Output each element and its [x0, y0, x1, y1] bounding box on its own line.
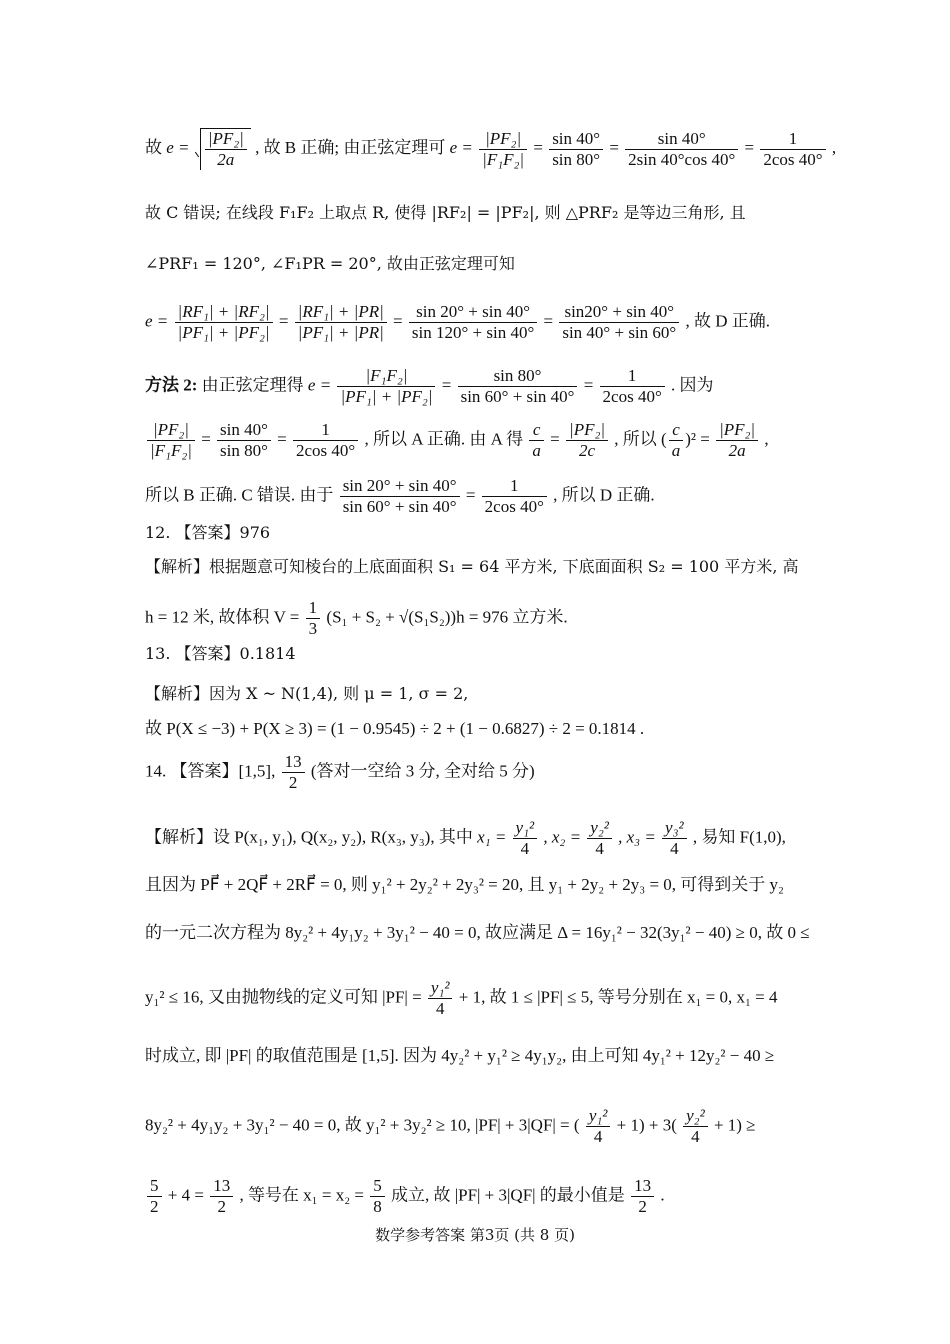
text-b-correct: 所以 B 正确. C 错误. 由于	[145, 485, 334, 505]
denominator: sin 40° + sin 60°	[562, 323, 677, 342]
denominator: 4	[593, 1127, 603, 1146]
denominator: 4	[435, 999, 445, 1018]
numerator: y₂²	[683, 1106, 708, 1127]
numerator: sin 40°	[217, 420, 271, 441]
text-line: 13. 【答案】0.1814	[145, 644, 296, 663]
numerator: y₁²	[428, 978, 453, 999]
fraction	[205, 129, 247, 170]
e-equals: e =	[145, 311, 169, 331]
fraction	[340, 476, 460, 517]
text-line: 成立, 故 |PF| + 3|QF| 的最小值是	[390, 1185, 625, 1205]
e-equals: e =	[307, 375, 332, 395]
numerator: |F₁F₂|	[337, 366, 435, 387]
x3-equals: , x₃ =	[618, 827, 656, 847]
equals: =	[609, 137, 619, 157]
e-equals: e =	[166, 137, 190, 157]
text-line: + 1) ≥	[713, 1115, 756, 1135]
numerator: 5	[370, 1176, 385, 1197]
numerator: |RF₁| + |PR|	[295, 302, 387, 323]
page-footer: 数学参考答案 第3页 (共 8 页)	[375, 1226, 575, 1244]
denominator: |PF₁| + |PF₂|	[177, 323, 270, 342]
denominator: 2cos 40°	[296, 441, 356, 460]
q14-setup	[145, 818, 810, 859]
text-sine-law: , 故 B 正确; 由正弦定理可	[255, 137, 446, 157]
paren-open: (	[661, 429, 667, 449]
text-line: ∠PRF₁ = 120°, ∠F₁PR = 20°, 故由正弦定理可知	[145, 254, 515, 273]
numerator: c	[529, 420, 544, 441]
text-a-correct: , 所以 A 正确. 由 A 得	[364, 429, 524, 449]
numerator: y₂²	[587, 818, 612, 839]
comma: ,	[764, 429, 769, 449]
equals: =	[393, 311, 403, 331]
fraction	[559, 302, 679, 343]
fraction	[760, 129, 825, 170]
fraction	[147, 420, 195, 461]
numerator: 1	[293, 420, 358, 441]
text-line: + 4 =	[167, 1185, 204, 1205]
numerator: c	[669, 420, 684, 441]
q14-quadratic	[145, 922, 810, 944]
fraction	[631, 1176, 654, 1217]
numerator: sin 20° + sin 40°	[409, 302, 537, 323]
numerator: |RF₁| + |RF₂|	[175, 302, 273, 323]
fraction	[716, 420, 758, 461]
text-line: 14. 【答案】[1,5],	[145, 761, 276, 781]
fraction	[566, 420, 608, 461]
q13-answer	[145, 643, 810, 665]
numerator: 1	[306, 598, 321, 619]
denominator: sin 120° + sin 40°	[411, 323, 535, 342]
fraction	[217, 420, 271, 461]
text-line: 8y₂² + 4y₁y₂ + 3y₁² − 40 = 0, 故 y₁² + 3y₂² ≥ 10, |PF| + 3|QF| = (	[145, 1115, 580, 1135]
denominator: sin 60° + sin 40°	[342, 497, 457, 516]
q14-parabola	[145, 978, 810, 1019]
q14-range	[145, 1045, 810, 1067]
paragraph-c-wrong	[145, 202, 810, 224]
q12-answer	[145, 522, 810, 544]
denominator: 3	[308, 619, 318, 638]
denominator: 2cos 40°	[484, 497, 544, 516]
period: .	[660, 1185, 665, 1205]
numerator: 1	[760, 129, 825, 150]
equals: =	[533, 137, 543, 157]
numerator: |PF₂|	[479, 129, 527, 150]
text-line: h = 12 米, 故体积 V =	[145, 607, 300, 627]
denominator: sin 80°	[552, 149, 601, 169]
equals: =	[201, 429, 211, 449]
denominator: a	[671, 441, 681, 460]
denominator: 2	[217, 1197, 226, 1216]
denominator: |PF₁| + |PF₂|	[340, 387, 433, 406]
text-line: (答对一空给 3 分, 全对给 5 分)	[310, 761, 535, 781]
fraction	[210, 1176, 233, 1217]
numerator: 5	[147, 1176, 162, 1197]
denominator: 4	[670, 839, 679, 858]
fraction	[293, 420, 358, 461]
method-2-line	[145, 366, 810, 407]
denominator: 2cos 40°	[602, 387, 662, 406]
text-line: 12. 【答案】976	[145, 523, 271, 542]
fraction	[529, 420, 544, 461]
denominator: |F₁F₂|	[482, 149, 525, 169]
denominator: |PF₁| + |PR|	[297, 323, 384, 342]
numerator: |PF₂|	[716, 420, 758, 441]
text-line: + 1) + 3(	[616, 1115, 677, 1135]
text-sine-law: 由正弦定理得	[201, 375, 304, 395]
fraction	[282, 752, 305, 793]
q14-minimum	[145, 1176, 810, 1217]
text-line: 【解析】根据题意可知棱台的上底面面积 S₁ = 64 平方米, 下底面面积 S₂ = 100 平方米, 高	[145, 557, 799, 576]
numerator: 13	[631, 1176, 654, 1197]
text-line: 【解析】设 P(x₁, y₁), Q(x₂, y₂), R(x₃, y₃), 其中	[145, 827, 473, 847]
equals: =	[277, 429, 287, 449]
equals: =	[441, 375, 452, 395]
fraction	[587, 818, 612, 859]
text-line: 【解析】因为 X ~ N(1,4), 则 μ = 1, σ = 2,	[145, 684, 469, 703]
numerator: y₁²	[513, 818, 538, 839]
fraction	[662, 818, 687, 859]
method-2-line-3	[145, 476, 810, 517]
numerator: 13	[282, 752, 305, 773]
numerator: 1	[600, 366, 665, 387]
equals: =	[550, 429, 560, 449]
comma: ,	[831, 137, 837, 157]
fraction	[370, 1176, 385, 1217]
text-line: 故 P(X ≤ −3) + P(X ≥ 3) = (1 − 0.9545) ÷ 2 + (1 − 0.6827) ÷ 2 = 0.1814 .	[145, 719, 645, 738]
denominator: 4	[520, 839, 530, 858]
fraction	[683, 1106, 708, 1147]
method-2-line-2	[145, 420, 810, 461]
numerator: y₃²	[662, 818, 687, 839]
method-2-label: 方法 2:	[145, 375, 198, 395]
eccentricity-line-1	[145, 128, 837, 170]
fraction	[175, 302, 273, 343]
denominator: 2	[150, 1197, 159, 1216]
denominator: sin 60° + sin 40°	[460, 387, 575, 406]
denominator: 8	[373, 1197, 382, 1216]
fraction	[625, 129, 738, 170]
denominator: |F₁F₂|	[150, 441, 192, 460]
q14-vector	[145, 874, 810, 896]
text-because: . 因为	[671, 375, 714, 395]
equals: =	[278, 311, 289, 331]
text-line: 且因为 PF⃗ + 2QF⃗ + 2RF⃗ = 0, 则 y₁² + 2y₂² + 2y₃² = 20, 且 y₁ + 2y₂ + 2y₃ = 0, 可得到关于 y₂	[145, 875, 784, 894]
text-line: 故 C 错误; 在线段 F₁F₂ 上取点 R, 使得 |RF₂| = |PF₂|, 则 △PRF₂ 是等边三角形, 且	[145, 203, 746, 222]
sqrt-fraction	[200, 128, 251, 170]
numerator: 13	[210, 1176, 233, 1197]
fraction	[428, 978, 453, 1019]
denominator: 2sin 40°cos 40°	[628, 149, 736, 169]
numerator: sin 40°	[549, 129, 603, 150]
fraction	[586, 1106, 611, 1147]
numerator: sin 80°	[458, 366, 578, 387]
fraction	[147, 1176, 162, 1217]
numerator: 1	[482, 476, 547, 497]
x1-equals: x₁ =	[477, 827, 507, 847]
denominator: 2	[638, 1197, 647, 1216]
numerator: sin 40°	[625, 129, 738, 150]
fraction	[482, 476, 547, 517]
numerator: |PF₂|	[566, 420, 608, 441]
text-line: 时成立, 即 |PF| 的取值范围是 [1,5]. 因为 4y₂² + y₁² ≥ 4y₁y₂, 由上可知 4y₁² + 12y₂² − 40 ≥	[145, 1046, 775, 1065]
fraction	[513, 818, 538, 859]
equals: =	[583, 375, 594, 395]
text-line: , 易知 F(1,0),	[692, 827, 786, 847]
numerator: y₁²	[586, 1106, 611, 1127]
denominator: 2a	[728, 441, 746, 460]
fraction	[295, 302, 387, 343]
text-line: y₁² ≤ 16, 又由抛物线的定义可知 |PF| =	[145, 987, 422, 1007]
q13-probability	[145, 718, 810, 740]
e-equals-2: e =	[449, 137, 473, 157]
equals: =	[700, 429, 710, 449]
q14-inequality	[145, 1106, 810, 1147]
denominator: 4	[595, 839, 604, 858]
numerator: sin20° + sin 40°	[559, 302, 679, 323]
denominator: sin 80°	[220, 441, 268, 460]
numerator: |PF₂|	[147, 420, 195, 441]
text-d-correct: , 故 D 正确.	[685, 311, 770, 331]
eccentricity-line-d	[145, 302, 810, 343]
fraction	[669, 420, 684, 461]
text-so: , 所以	[614, 429, 657, 449]
text-line: + 1, 故 1 ≤ |PF| ≤ 5, 等号分别在 x₁ = 0, x₁ = 4	[458, 987, 778, 1007]
numerator: |PF₂|	[205, 129, 247, 150]
text-gu: 故	[145, 137, 162, 157]
text-line: 的一元二次方程为 8y₂² + 4y₁y₂ + 3y₁² − 40 = 0, 故应满足 Δ = 16y₁² − 32(3y₁² − 40) ≥ 0, 故 0 ≤	[145, 923, 810, 942]
x2-equals: , x₂ =	[543, 827, 582, 847]
denominator: 2c	[579, 441, 596, 460]
text-line: (S₁ + S₂ + √(S₁S₂))h = 976 立方米.	[326, 607, 568, 627]
q12-explanation	[145, 556, 810, 578]
paren-close-squared: )²	[685, 429, 696, 449]
fraction	[479, 129, 527, 170]
denominator: 2a	[217, 150, 235, 169]
equals: =	[744, 137, 755, 157]
denominator: 4	[691, 1127, 700, 1146]
text-d-correct: , 所以 D 正确.	[553, 485, 655, 505]
denominator: 2	[288, 773, 298, 792]
q13-explanation	[145, 683, 810, 705]
q14-answer	[145, 752, 810, 793]
fraction	[409, 302, 537, 343]
fraction	[306, 598, 321, 639]
equals: =	[465, 485, 476, 505]
denominator: 2cos 40°	[763, 149, 823, 169]
equals: =	[543, 311, 554, 331]
fraction	[549, 129, 603, 170]
q12-volume	[145, 598, 810, 639]
paragraph-angles	[145, 253, 810, 275]
numerator: sin 20° + sin 40°	[340, 476, 460, 497]
fraction	[458, 366, 578, 407]
fraction	[600, 366, 665, 407]
denominator: a	[532, 441, 541, 460]
fraction	[337, 366, 435, 407]
text-line: , 等号在 x₁ = x₂ =	[239, 1185, 364, 1205]
